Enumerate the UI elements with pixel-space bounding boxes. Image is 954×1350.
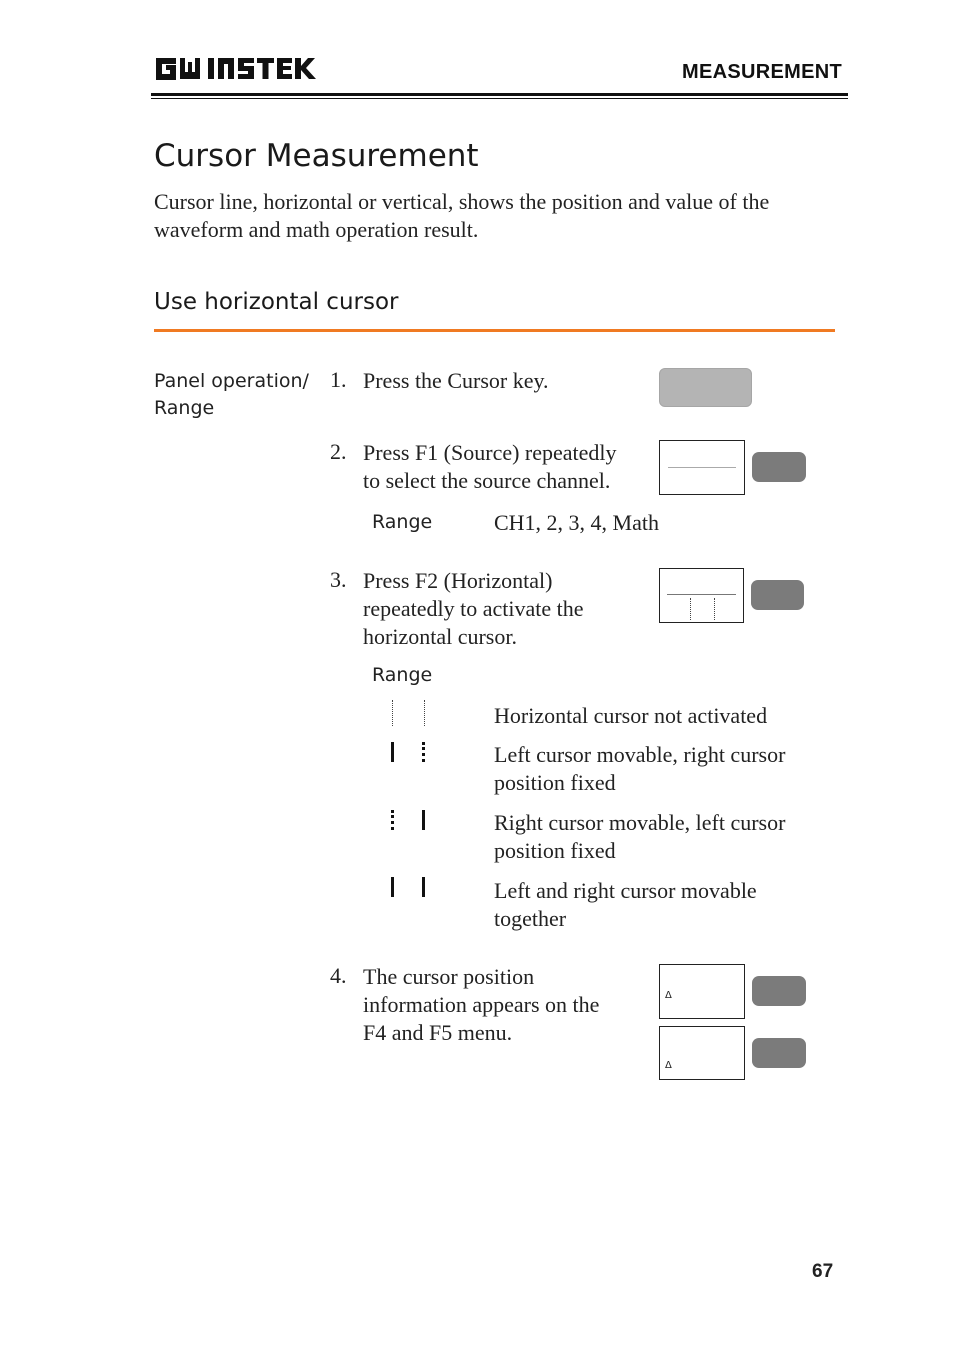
option-1-text <box>494 702 767 730</box>
step-2-text <box>363 439 617 495</box>
subsection-divider <box>154 329 835 332</box>
option-1-line1: Horizontal cursor not activated <box>494 703 768 728</box>
subsection-title: Use horizontal cursor <box>154 289 399 315</box>
cursor-right-movable-icon <box>388 807 432 835</box>
section-header: MEASUREMENT <box>682 61 842 83</box>
page-title: Cursor Measurement <box>154 138 479 174</box>
step-4-line2: information appears on the <box>363 992 600 1017</box>
step-4-line3: F4 and F5 menu. <box>363 1020 513 1045</box>
option-3-text <box>494 809 785 865</box>
gw-instek-logo <box>154 54 324 84</box>
step-3-line1: Press F2 (Horizontal) <box>363 568 553 593</box>
header-divider-thin <box>151 98 848 99</box>
step-2-range-value: CH1, 2, 3, 4, Math <box>494 510 659 535</box>
delta-label-f4: Δ <box>665 990 672 1001</box>
option-3-line1: Right cursor movable, left cursor <box>494 810 786 835</box>
side-label <box>154 368 309 422</box>
option-2-line1: Left cursor movable, right cursor <box>494 742 786 767</box>
menu-separator <box>668 467 736 468</box>
side-label-line1: Panel operation/ <box>154 370 309 392</box>
step-3-line2: repeatedly to activate the <box>363 596 584 621</box>
option-4-line1: Left and right cursor movable <box>494 878 757 903</box>
step-4-number: 4. <box>330 963 347 988</box>
option-3-line2: position fixed <box>494 838 616 863</box>
page-number: 67 <box>812 1261 834 1282</box>
header-divider <box>151 93 848 96</box>
f2-key-button[interactable] <box>751 580 804 610</box>
intro-paragraph: Cursor line, horizontal or vertical, shows the position and value of the waveform and math operation result. <box>154 189 770 242</box>
cursors-none-icon <box>388 700 432 728</box>
step-2-number: 2. <box>330 439 347 464</box>
cursors-both-movable-icon <box>388 874 432 902</box>
option-4-text <box>494 877 757 933</box>
step-3-number: 3. <box>330 567 347 592</box>
source-menu-box <box>659 440 745 495</box>
step-1-number: 1. <box>330 367 347 392</box>
step-2-line2: to select the source channel. <box>363 468 611 493</box>
option-4-line2: together <box>494 906 567 931</box>
horizontal-menu-box <box>659 568 744 623</box>
step-4-text <box>363 963 599 1047</box>
f5-menu-box <box>659 1026 745 1080</box>
f4-menu-box <box>659 964 745 1019</box>
option-2-line2: position fixed <box>494 770 616 795</box>
step-2-line1: Press F1 (Source) repeatedly <box>363 440 617 465</box>
step-2-range-label: Range <box>372 511 433 533</box>
f1-key-button[interactable] <box>752 452 806 482</box>
step-3-line3: horizontal cursor. <box>363 624 517 649</box>
cursor-key-button[interactable] <box>659 368 752 407</box>
f5-key-button[interactable] <box>752 1038 806 1068</box>
step-4-line1: The cursor position <box>363 964 535 989</box>
f4-key-button[interactable] <box>752 976 806 1006</box>
step-3-range-label: Range <box>372 664 433 686</box>
side-label-line2: Range <box>154 397 215 419</box>
step-3-text <box>363 567 584 651</box>
option-2-text <box>494 741 785 797</box>
menu-separator <box>667 594 736 595</box>
cursor-left-movable-icon <box>388 739 432 767</box>
cursor-left-dotted-icon <box>690 598 691 620</box>
delta-label-f5: Δ <box>665 1060 672 1071</box>
step-1-text: Press the Cursor key. <box>363 368 549 393</box>
cursor-right-dotted-icon <box>714 598 715 620</box>
